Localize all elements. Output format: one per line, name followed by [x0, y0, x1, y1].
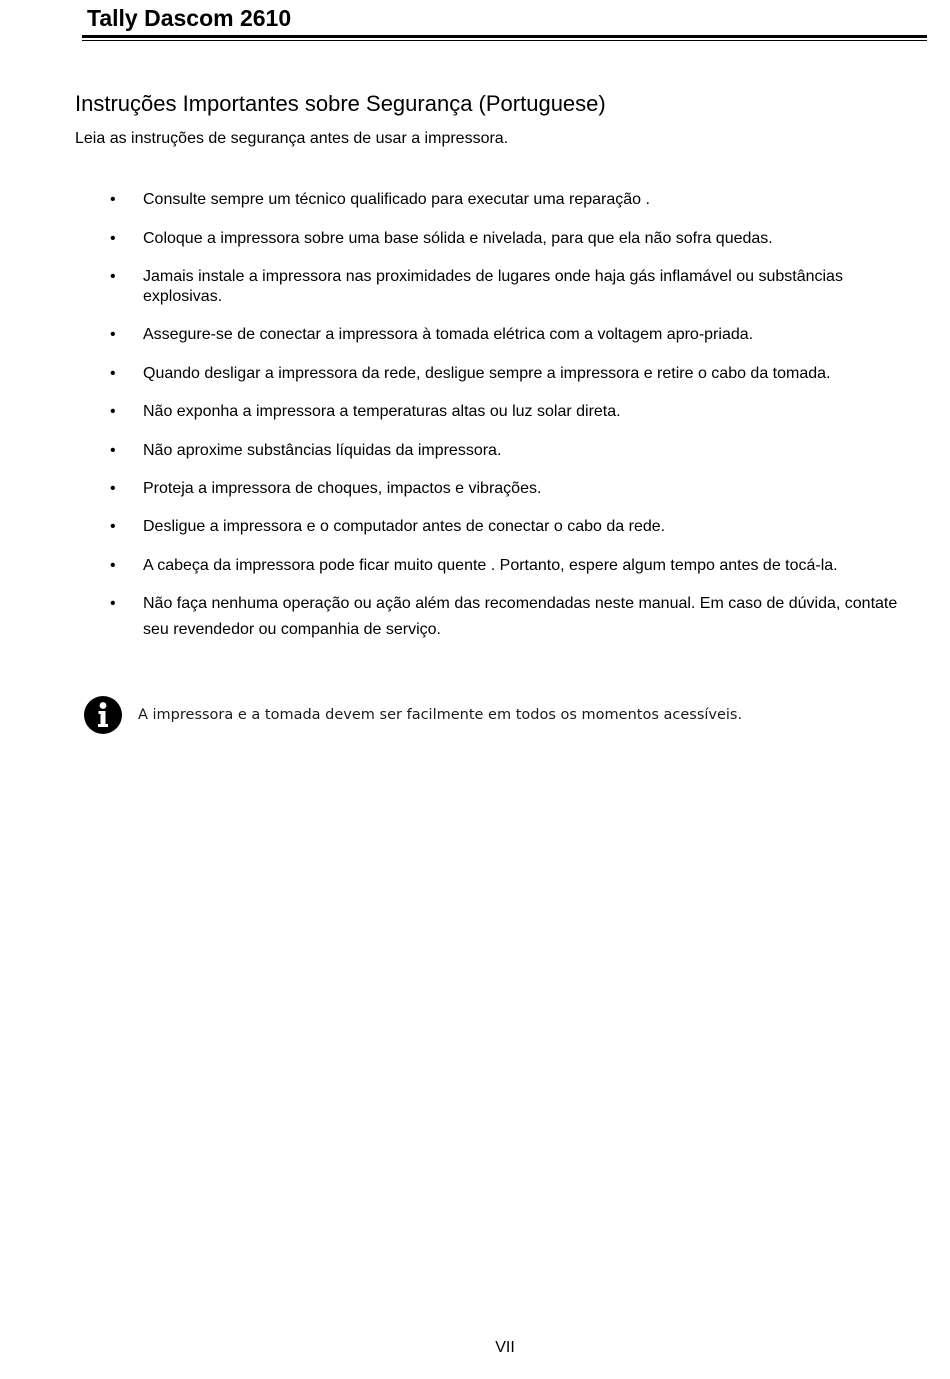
- list-item: [110, 402, 910, 422]
- list-item-text: Proteja a impressora de choques, impactos e vibrações.: [143, 480, 542, 497]
- list-item-text: Não exponha a impressora a temperaturas altas ou luz solar direta.: [143, 403, 621, 420]
- header-rule-thick: [82, 35, 927, 38]
- info-icon: [84, 696, 122, 734]
- list-item: [110, 267, 910, 307]
- bullet-dot: •: [110, 365, 116, 382]
- list-item: [110, 190, 910, 210]
- list-item-text: Assegure-se de conectar a impressora à tomada elétrica com a voltagem apro-priada.: [143, 326, 754, 343]
- list-item-text: Consulte sempre um técnico qualificado para executar uma reparação .: [143, 191, 650, 208]
- list-item: [110, 517, 910, 537]
- list-item-text: A cabeça da impressora pode ficar muito quente . Portanto, espere algum tempo antes de tocá-la.: [143, 557, 838, 574]
- document-title: Tally Dascom 2610: [87, 5, 292, 31]
- bullet-dot: •: [110, 268, 116, 285]
- bullet-dot: •: [110, 518, 116, 535]
- section-heading: Instruções Importantes sobre Segurança (Portuguese): [75, 91, 606, 116]
- bullet-dot: •: [110, 191, 116, 208]
- list-item: [110, 441, 910, 461]
- bullet-dot: •: [110, 403, 116, 420]
- bullet-dot: •: [110, 442, 116, 459]
- bullet-dot: •: [110, 230, 116, 247]
- list-item: [110, 325, 910, 345]
- list-item-text: Quando desligar a impressora da rede, desligue sempre a impressora e retire o cabo da tomada.: [143, 365, 831, 382]
- list-item-text: Jamais instale a impressora nas proximidades de lugares onde haja gás inflamável ou substâncias explosivas.: [143, 268, 843, 305]
- list-item-text: Desligue a impressora e o computador antes de conectar o cabo da rede.: [143, 518, 666, 535]
- list-item: [110, 591, 910, 643]
- header-rule-thin: [82, 40, 927, 41]
- section-intro: Leia as instruções de segurança antes de usar a impressora.: [75, 130, 509, 147]
- list-item: [110, 479, 910, 499]
- bullet-dot: •: [110, 595, 116, 612]
- page-number: VII: [495, 1339, 515, 1356]
- list-item-text: Coloque a impressora sobre uma base sólida e nivelada, para que ela não sofra quedas.: [143, 230, 773, 247]
- list-item: [110, 229, 910, 249]
- list-item-text: Não faça nenhuma operação ou ação além das recomendadas neste manual. Em caso de dúvida, contate seu revendedor ou companhia de serviço.: [143, 595, 898, 638]
- list-item: [110, 364, 910, 384]
- note-text: A impressora e a tomada devem ser facilmente em todos os momentos acessíveis.: [138, 707, 743, 723]
- bullet-dot: •: [110, 557, 116, 574]
- bullet-dot: •: [110, 326, 116, 343]
- list-item: [110, 556, 910, 576]
- list-item-text: Não aproxime substâncias líquidas da impressora.: [143, 442, 502, 459]
- info-note: [84, 696, 742, 734]
- bullet-dot: •: [110, 480, 116, 497]
